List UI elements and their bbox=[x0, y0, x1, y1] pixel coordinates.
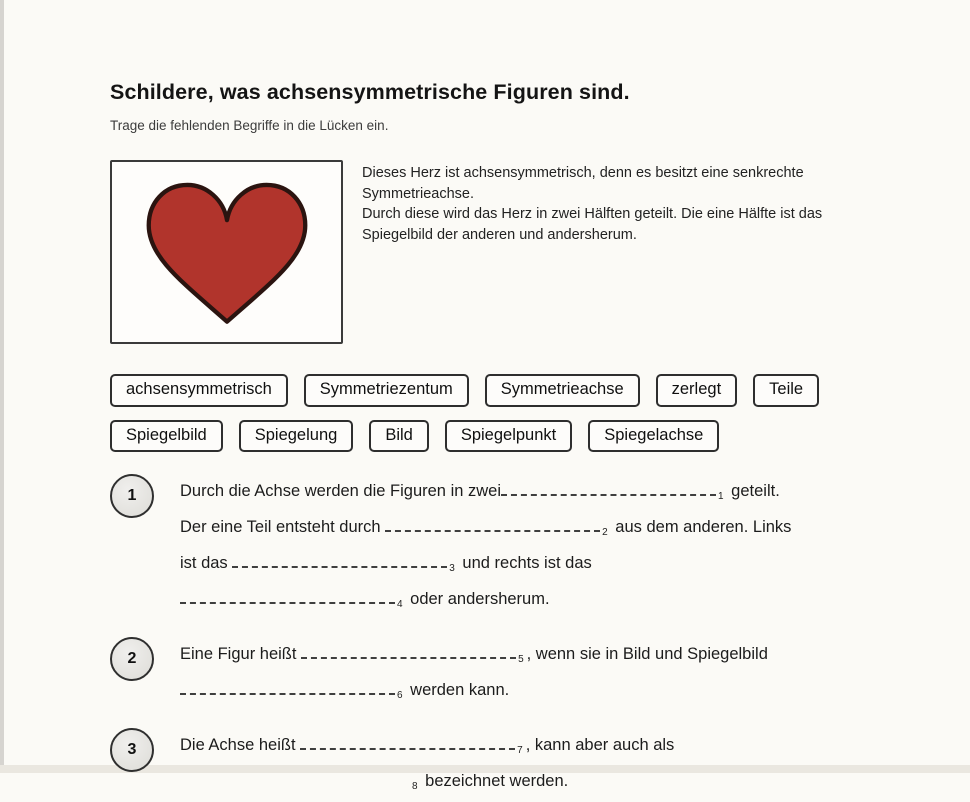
question-text-segment: Der eine Teil entsteht durch bbox=[180, 518, 386, 537]
example-description-line: Spiegelbild der anderen und andersherum. bbox=[362, 226, 637, 243]
blank-number-3: 3 bbox=[449, 563, 455, 575]
questions bbox=[110, 476, 930, 802]
blank-number-8: 8 bbox=[412, 781, 418, 793]
question-text-segment: aus dem anderen. Links bbox=[610, 518, 792, 537]
word-chip-spiegelung[interactable]: Spiegelung bbox=[239, 420, 354, 453]
word-chip-symmetrieachse[interactable]: Symmetrieachse bbox=[485, 374, 640, 407]
example-description-line: Dieses Herz ist achsensymmetrisch, denn es besitzt eine senkrechte bbox=[362, 165, 804, 181]
question-line bbox=[180, 584, 930, 620]
blank-5[interactable] bbox=[301, 643, 516, 659]
question-line bbox=[180, 548, 930, 584]
blank-4[interactable] bbox=[180, 588, 395, 604]
question-line bbox=[180, 512, 930, 548]
question-text-segment: Die Achse heißt bbox=[180, 736, 301, 755]
example-image-frame bbox=[110, 160, 343, 344]
question-text-segment: geteilt. bbox=[726, 482, 780, 501]
word-chip-zerlegt[interactable]: zerlegt bbox=[656, 374, 738, 407]
question-number-badge: 1 bbox=[110, 474, 154, 518]
blank-number-7: 7 bbox=[517, 745, 523, 757]
word-chip-spiegelachse[interactable]: Spiegelachse bbox=[588, 420, 719, 453]
blank-number-5: 5 bbox=[518, 654, 524, 666]
question-3 bbox=[110, 730, 930, 802]
question-text-segment: , kann aber auch als bbox=[525, 736, 675, 755]
word-chip-teile[interactable]: Teile bbox=[753, 374, 819, 407]
question-line bbox=[180, 766, 930, 802]
question-number-badge: 3 bbox=[110, 728, 154, 772]
word-chip-bild[interactable]: Bild bbox=[369, 420, 429, 453]
word-bank bbox=[110, 374, 930, 452]
heart-icon bbox=[141, 173, 313, 331]
question-1 bbox=[110, 476, 930, 620]
worksheet-title: Schildere, was achsensymmetrische Figuren sind. bbox=[110, 80, 630, 104]
question-text-segment: und rechts ist das bbox=[457, 554, 592, 573]
blank-number-2: 2 bbox=[602, 527, 608, 539]
question-text bbox=[180, 639, 930, 711]
example-description-line: Durch diese wird das Herz in zwei Hälften geteilt. Die eine Hälfte ist das bbox=[362, 206, 823, 222]
question-text-segment: Durch die Achse werden die Figuren in zwei bbox=[180, 482, 502, 501]
question-line bbox=[180, 730, 930, 766]
question-text-segment: werden kann. bbox=[405, 681, 510, 700]
word-chip-spiegelpunkt[interactable]: Spiegelpunkt bbox=[445, 420, 572, 453]
blank-3[interactable] bbox=[232, 552, 447, 568]
question-text-segment: Eine Figur heißt bbox=[180, 645, 302, 664]
blank-number-4: 4 bbox=[397, 599, 403, 611]
worksheet-instructions: Trage die fehlenden Begriffe in die Lücken ein. bbox=[110, 118, 389, 133]
question-line bbox=[180, 639, 930, 675]
example-description bbox=[362, 160, 822, 344]
blank-number-6: 6 bbox=[397, 690, 403, 702]
blank-6[interactable] bbox=[180, 679, 395, 695]
blank-7[interactable] bbox=[300, 734, 515, 750]
question-text-segment: ist das bbox=[180, 554, 233, 573]
question-text bbox=[180, 730, 930, 802]
blank-2[interactable] bbox=[385, 516, 600, 532]
word-chip-spiegelbild[interactable]: Spiegelbild bbox=[110, 420, 223, 453]
example-description-line: Symmetrieachse. bbox=[362, 185, 475, 202]
question-line bbox=[180, 476, 930, 512]
question-text-segment: bezeichnet werden. bbox=[420, 772, 569, 791]
word-bank-row bbox=[110, 420, 930, 453]
word-bank-row bbox=[110, 374, 930, 407]
blank-1[interactable] bbox=[501, 480, 716, 496]
example-section bbox=[110, 160, 930, 344]
question-text-segment: oder andersherum. bbox=[405, 590, 550, 609]
blank-number-1: 1 bbox=[718, 491, 724, 503]
question-text-segment: , wenn sie in Bild und Spiegelbild bbox=[526, 645, 768, 664]
question-line bbox=[180, 675, 930, 711]
question-text bbox=[180, 476, 930, 620]
question-2 bbox=[110, 639, 930, 711]
question-number-badge: 2 bbox=[110, 637, 154, 681]
word-chip-achsensymmetrisch[interactable]: achsensymmetrisch bbox=[110, 374, 288, 407]
word-chip-symmetriezentum[interactable]: Symmetriezentum bbox=[304, 374, 469, 407]
